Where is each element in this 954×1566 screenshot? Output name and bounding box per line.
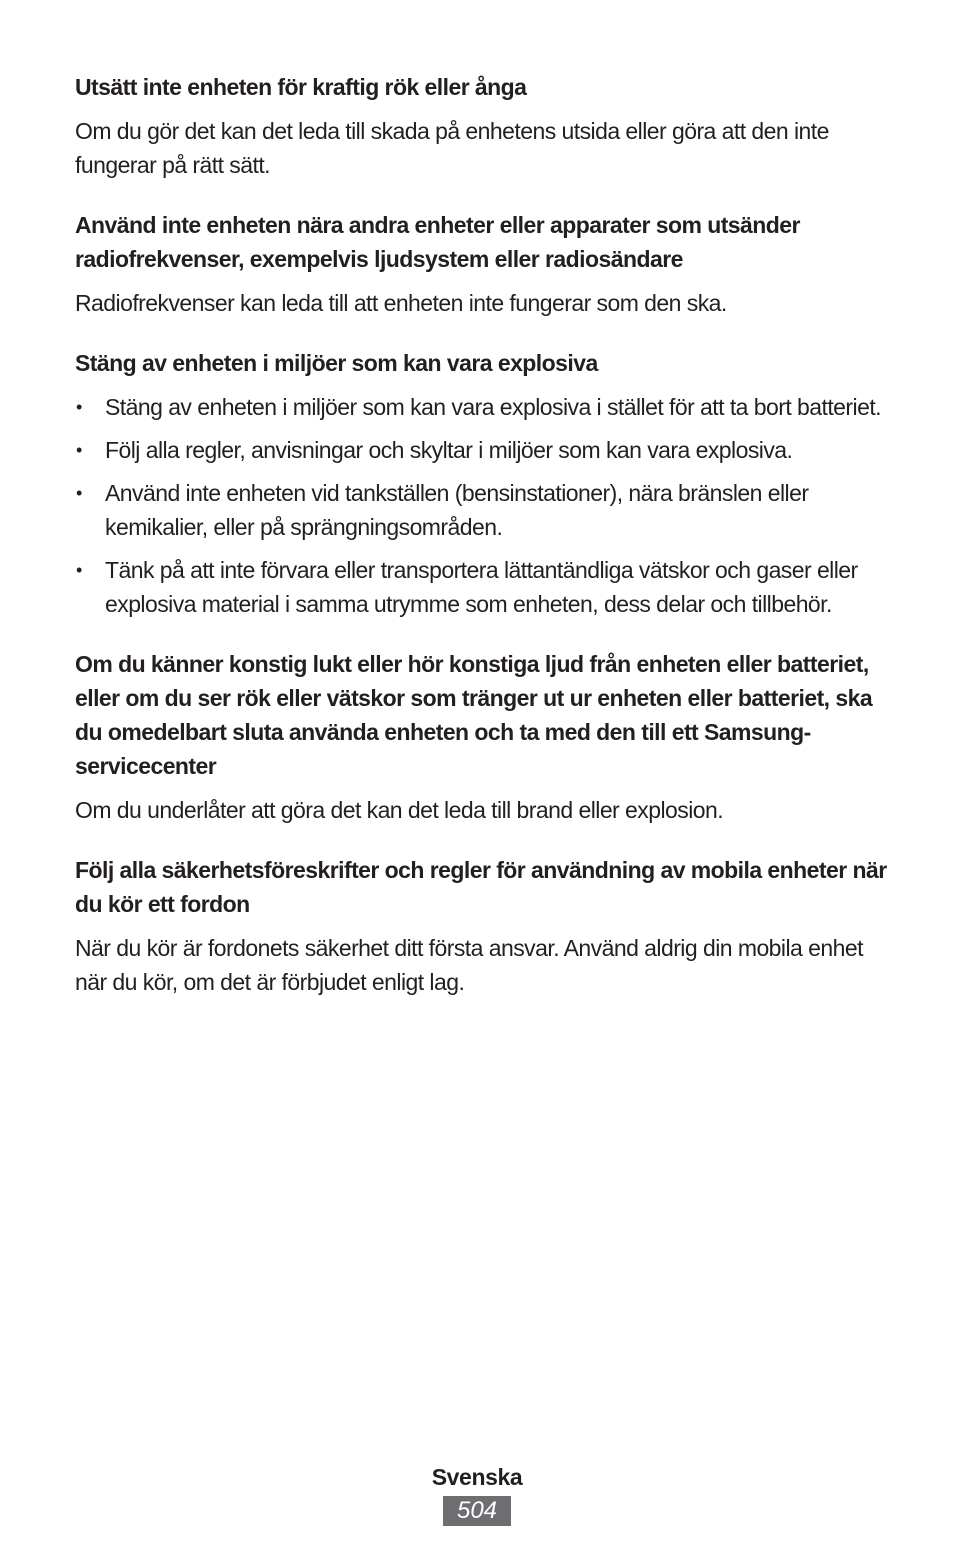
section-paragraph: Om du underlåter att göra det kan det leda till brand eller explosion.	[75, 797, 724, 823]
section-smoke-steam	[75, 70, 890, 182]
bullet-icon: •	[76, 440, 82, 460]
section-paragraph: Radiofrekvenser kan leda till att enheten inte fungerar som den ska.	[75, 290, 727, 316]
bullet-icon: •	[76, 397, 82, 417]
list-item-text: Använd inte enheten vid tankställen (bensinstationer), nära bränslen eller kemikalier, eller på sprängningsområden.	[105, 480, 809, 540]
bullet-list	[75, 390, 890, 621]
page-number-badge: 504	[443, 1496, 511, 1526]
section-strange-smell-sound	[75, 647, 890, 827]
section-paragraph: Om du gör det kan det leda till skada på enhetens utsida eller göra att den inte fungerar på rätt sätt.	[75, 118, 829, 178]
list-item-text: Tänk på att inte förvara eller transportera lättantändliga vätskor och gaser eller explosiva material i samma utrymme som enheten, dess delar och tillbehör.	[105, 557, 858, 617]
list-item-text: Stäng av enheten i miljöer som kan vara explosiva i stället för att ta bort batteriet.	[105, 394, 882, 420]
section-radio-frequencies	[75, 208, 890, 320]
list-item	[75, 390, 890, 424]
section-driving-safety	[75, 853, 890, 999]
section-heading: Använd inte enheten nära andra enheter eller apparater som utsänder radiofrekvenser, exempelvis ljudsystem eller radiosändare	[75, 212, 800, 272]
section-heading: Om du känner konstig lukt eller hör konstiga ljud från enheten eller batteriet, eller om du ser rök eller vätskor som tränger ut ur enheten eller batteriet, ska du omedelbart sluta använda enheten och ta med den till ett Samsung-servicecenter	[75, 651, 873, 779]
list-item	[75, 553, 890, 621]
list-item	[75, 476, 890, 544]
page-content	[75, 70, 890, 1025]
list-item-text: Följ alla regler, anvisningar och skyltar i miljöer som kan vara explosiva.	[105, 437, 793, 463]
section-heading: Stäng av enheten i miljöer som kan vara explosiva	[75, 350, 598, 376]
list-item	[75, 433, 890, 467]
section-paragraph: När du kör är fordonets säkerhet ditt första ansvar. Använd aldrig din mobila enhet när du kör, om det är förbjudet enligt lag.	[75, 935, 863, 995]
section-heading: Utsätt inte enheten för kraftig rök eller ånga	[75, 74, 527, 100]
section-heading: Följ alla säkerhetsföreskrifter och regler för användning av mobila enheter när du kör ett fordon	[75, 857, 887, 917]
section-explosive-environments	[75, 346, 890, 621]
page-footer	[0, 1462, 954, 1526]
bullet-icon: •	[76, 560, 82, 580]
footer-language: Svenska	[431, 1464, 523, 1490]
bullet-icon: •	[76, 483, 82, 503]
